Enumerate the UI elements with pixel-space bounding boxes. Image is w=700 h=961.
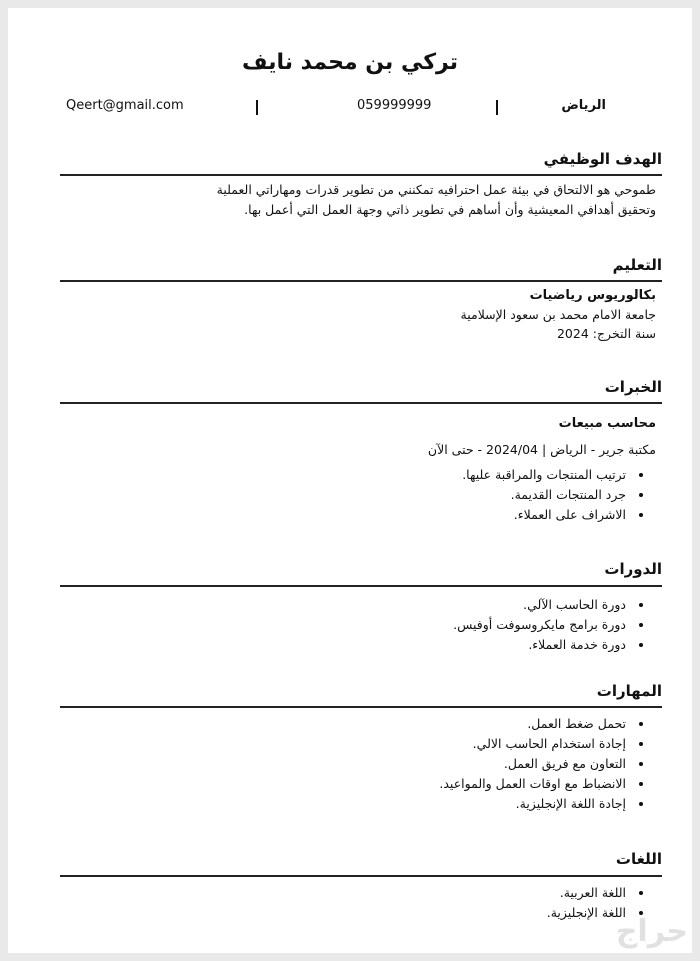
page-title: تركي بن محمد نايف [242,50,458,75]
skills-list [439,714,644,814]
courses-list [453,595,644,655]
resume-page [8,8,692,953]
degree-title: بكالوريوس رياضيات [529,288,656,303]
section-heading-education: التعليم [612,256,662,274]
job-title: محاسب مبيعات [558,416,656,431]
list-item: • ترتيب المنتجات والمراقبة عليها. [462,465,628,485]
list-item: • دورة خدمة العملاء. [453,635,628,655]
section-heading-languages: اللغات [615,850,662,868]
list-item: • دورة برامج مايكروسوفت أوفيس. [453,615,628,635]
section-divider [60,706,662,708]
list-item: • الاشراف على العملاء. [462,505,628,525]
list-item: • إجادة استخدام الحاسب الالي. [439,734,628,754]
university-name: جامعة الامام محمد بن سعود الإسلامية [460,307,656,322]
experience-list [462,465,644,525]
section-heading-courses: الدورات [604,560,662,578]
objective-line: طموحي هو الالتحاق في بيئة عمل احترافيه تمكنني من تطوير قدرات ومهاراتي العملية [216,182,656,197]
objective-text [156,180,656,220]
list-item: • إجادة اللغة الإنجليزية. [439,794,628,814]
job-meta: مكتبة جرير - الرياض | 2024/04 - حتى الآن [427,442,656,457]
objective-line: وتحقيق أهدافي المعيشية وأن أساهم في تطوير ذاتي وجهة العمل التي أعمل بها. [244,202,656,217]
divider [496,100,498,115]
email-text: Qeert@gmail.com [66,98,184,113]
divider [256,100,258,115]
section-divider [60,585,662,587]
section-divider [60,402,662,404]
section-heading-experience: الخبرات [604,378,662,396]
list-item: • دورة الحاسب الآلي. [453,595,628,615]
watermark-logo: حراج [615,914,688,949]
section-divider [60,174,662,176]
section-heading-skills: المهارات [596,682,662,700]
section-divider [60,280,662,282]
list-item: • اللغة العربية. [547,883,628,903]
list-item: • الانضباط مع اوقات العمل والمواعيد. [439,774,628,794]
city-text: الرياض [561,98,606,113]
list-item: • اللغة الإنجليزية. [547,903,628,923]
list-item: • جرد المنتجات القديمة. [462,485,628,505]
list-item: • التعاون مع فريق العمل. [439,754,628,774]
section-heading-objective: الهدف الوظيفي [543,150,662,168]
list-item: • تحمل ضغط العمل. [439,714,628,734]
graduation-year: سنة التخرج: 2024 [556,326,656,341]
phone-text: 059999999 [357,98,432,113]
section-divider [60,875,662,877]
